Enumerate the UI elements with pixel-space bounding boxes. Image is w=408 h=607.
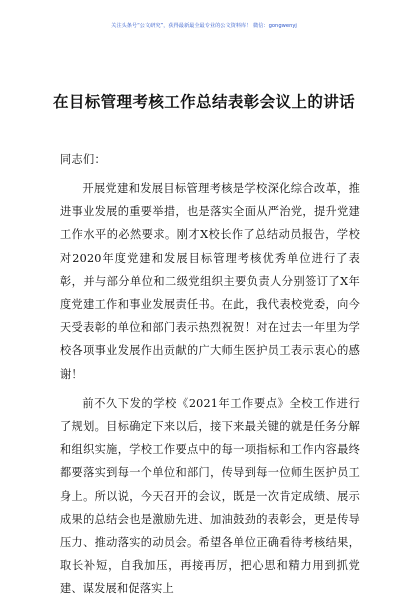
header-notice: 关注头条号“公文研究”，获得最新最全最专业的公文资料库！ 微信：gongwenyj	[111, 23, 297, 29]
document-title: 在目标管理考核工作总结表彰会议上的讲话	[52, 93, 356, 111]
salutation: 同志们：	[60, 153, 106, 166]
document-body	[60, 148, 360, 607]
paragraph-1: 开展党建和发展目标管理考核是学校深化综合改革，推进事业发展的重要举措，也是落实全面从严治党，提升党建工作水平的必然要求。刚才X校长作了总结动员报告，学校对2020年度党建和发展目标管理考核优秀单位进行了表彰，并与部分单位和二级党组织主要负责人分别签订了X年度党建工作和事业发展责任书。在此，我代表校党委，向今天受表彰的单位和部门表示热烈祝贺！对在过去一年里为学校各项事业发展作出贡献的广大师生医护员工表示衷心的感谢！	[60, 182, 360, 381]
paragraph-2: 前不久下发的学校《2021年工作要点》全校工作进行了规划。目标确定下来以后，接下来最关键的就是任务分解和组织实施，学校工作要点中的每一项指标和工作内容最终都要落实到每一个单位和部门，传导到每一位师生医护员工身上。所以说，今天召开的会议，既是一次肯定成绩、展示成果的总结会也是激励先进、加油鼓劲的表彰会，更是传导压力、推动落实的动员会。希望各单位正确看待考核结果，取长补短，自我加压，再接再厉，把心思和精力用到抓党建、谋发展和促落实上	[60, 396, 360, 596]
